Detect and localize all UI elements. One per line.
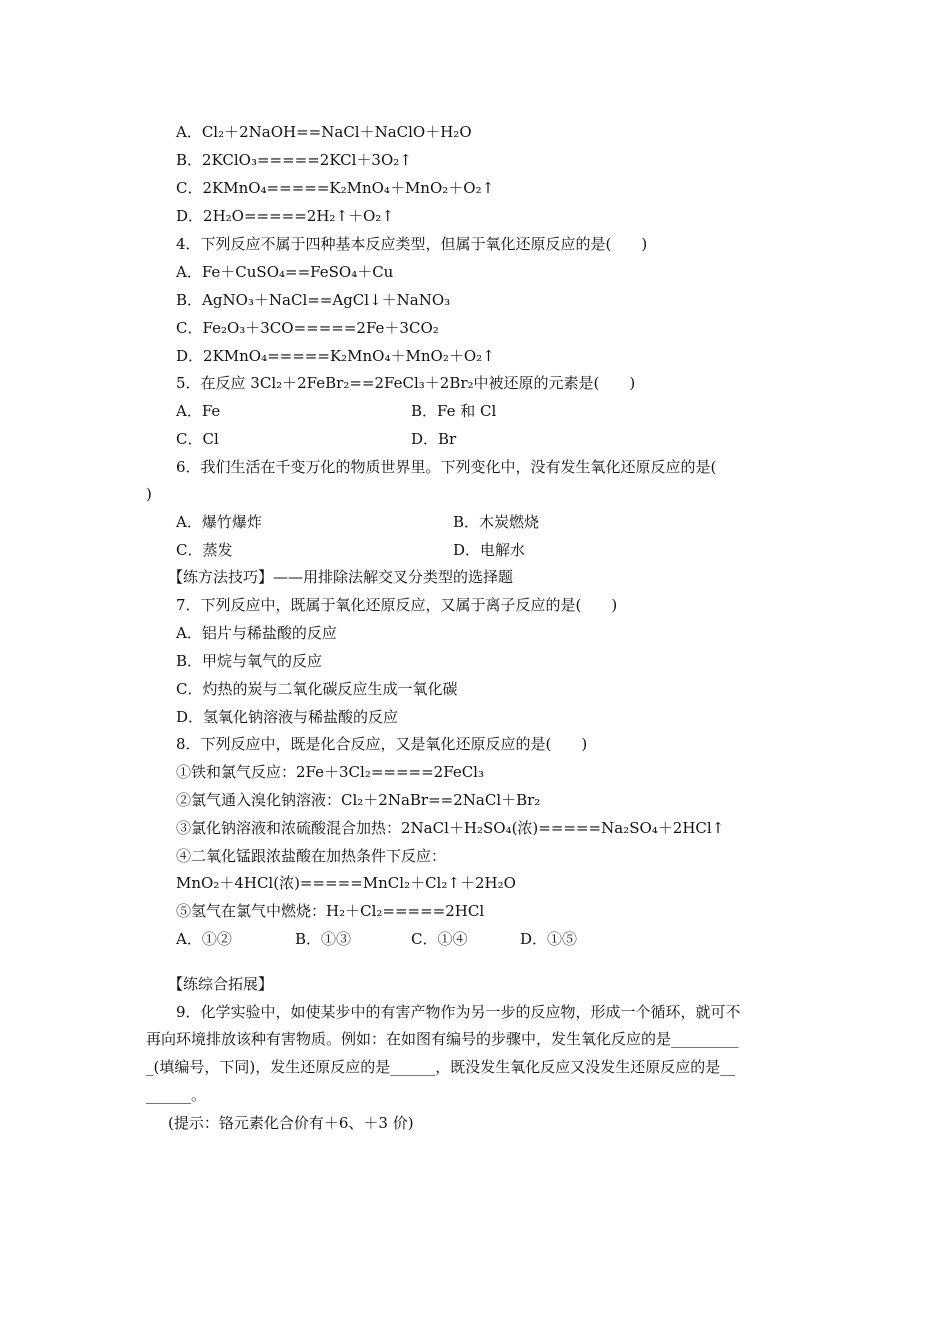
section-heading-methods: 【练方法技巧】——用排除法解交叉分类型的选择题 [168, 568, 514, 586]
q4-option-d: D．2KMnO₄=====K₂MnO₄＋MnO₂＋O₂↑ [176, 347, 495, 365]
question-6: 6．我们生活在千变万化的物质世界里。下列变化中，没有发生氧化还原反应的是( [176, 458, 717, 476]
q8-item-4: ④二氧化锰跟浓盐酸在加热条件下反应： [176, 847, 447, 865]
question-9-line-3: _(填编号，下同)，发生还原反应的是______，既没发生氧化反应又没发生还原反应的是__ [146, 1058, 736, 1076]
question-9-line-1: 9．化学实验中，如使某步中的有害产物作为另一步的反应物，形成一个循环，就可不 [176, 1003, 741, 1021]
q8-item-4-equation: MnO₂＋4HCl(浓)=====MnCl₂＋Cl₂↑＋2H₂O [176, 874, 516, 892]
q7-option-d: D．氢氧化钠溶液与稀盐酸的反应 [176, 708, 399, 726]
q8-option-d: D．①⑤ [520, 930, 578, 948]
q8-item-3: ③氯化钠溶液和浓硫酸混合加热：2NaCl＋H₂SO₄(浓)=====Na₂SO₄＋2HCl↑ [176, 819, 725, 837]
question-9-line-4: ______。 [146, 1086, 207, 1104]
q4-option-a: A．Fe＋CuSO₄==FeSO₄＋Cu [176, 263, 394, 281]
q5-option-b: B．Fe 和 Cl [411, 402, 497, 420]
q4-option-b: B．AgNO₃＋NaCl==AgCl↓＋NaNO₃ [176, 291, 451, 309]
q7-option-b: B．甲烷与氧气的反应 [176, 652, 323, 670]
question-7: 7．下列反应中，既属于氧化还原反应，又属于离子反应的是( ) [176, 596, 618, 614]
q8-item-1: ①铁和氯气反应：2Fe＋3Cl₂=====2FeCl₃ [176, 763, 484, 781]
section-heading-extension: 【练综合拓展】 [168, 975, 274, 993]
q3-option-b: B．2KClO₃=====2KCl＋3O₂↑ [176, 151, 412, 169]
question-9-line-2: 再向环境排放该种有害物质。例如：在如图有编号的步骤中，发生氧化反应的是_________ [146, 1030, 739, 1048]
q4-option-c: C．Fe₂O₃＋3CO=====2Fe＋3CO₂ [176, 319, 439, 337]
q6-option-b: B．木炭燃烧 [453, 513, 540, 531]
q8-option-c: C．①④ [411, 930, 468, 948]
q3-option-c: C．2KMnO₄=====K₂MnO₄＋MnO₂＋O₂↑ [176, 179, 495, 197]
q8-item-2: ②氯气通入溴化钠溶液：Cl₂＋2NaBr==2NaCl＋Br₂ [176, 791, 541, 809]
q7-option-c: C．灼热的炭与二氧化碳反应生成一氧化碳 [176, 680, 458, 698]
q3-option-d: D．2H₂O=====2H₂↑＋O₂↑ [176, 207, 394, 225]
question-8: 8．下列反应中，既是化合反应，又是氧化还原反应的是( ) [176, 735, 588, 753]
q5-option-a: A．Fe [176, 402, 221, 420]
question-6-cont: ) [146, 485, 152, 503]
question-4: 4．下列反应不属于四种基本反应类型，但属于氧化还原反应的是( ) [176, 235, 648, 253]
q3-option-a: A．Cl₂＋2NaOH==NaCl＋NaClO＋H₂O [176, 123, 472, 141]
q5-option-d: D．Br [411, 430, 457, 448]
question-9-hint: (提示：铬元素化合价有＋6、＋3 价) [168, 1114, 414, 1132]
q6-option-a: A．爆竹爆炸 [176, 513, 262, 531]
q6-option-c: C．蒸发 [176, 541, 233, 559]
question-5: 5．在反应 3Cl₂＋2FeBr₂==2FeCl₃＋2Br₂中被还原的元素是( ) [176, 374, 636, 392]
q8-option-b: B．①③ [295, 930, 352, 948]
q8-option-a: A．①② [176, 930, 232, 948]
q6-option-d: D．电解水 [453, 541, 526, 559]
q5-option-c: C．Cl [176, 430, 219, 448]
q7-option-a: A．铝片与稀盐酸的反应 [176, 624, 337, 642]
q8-item-5: ⑤氢气在氯气中燃烧：H₂＋Cl₂=====2HCl [176, 902, 485, 920]
